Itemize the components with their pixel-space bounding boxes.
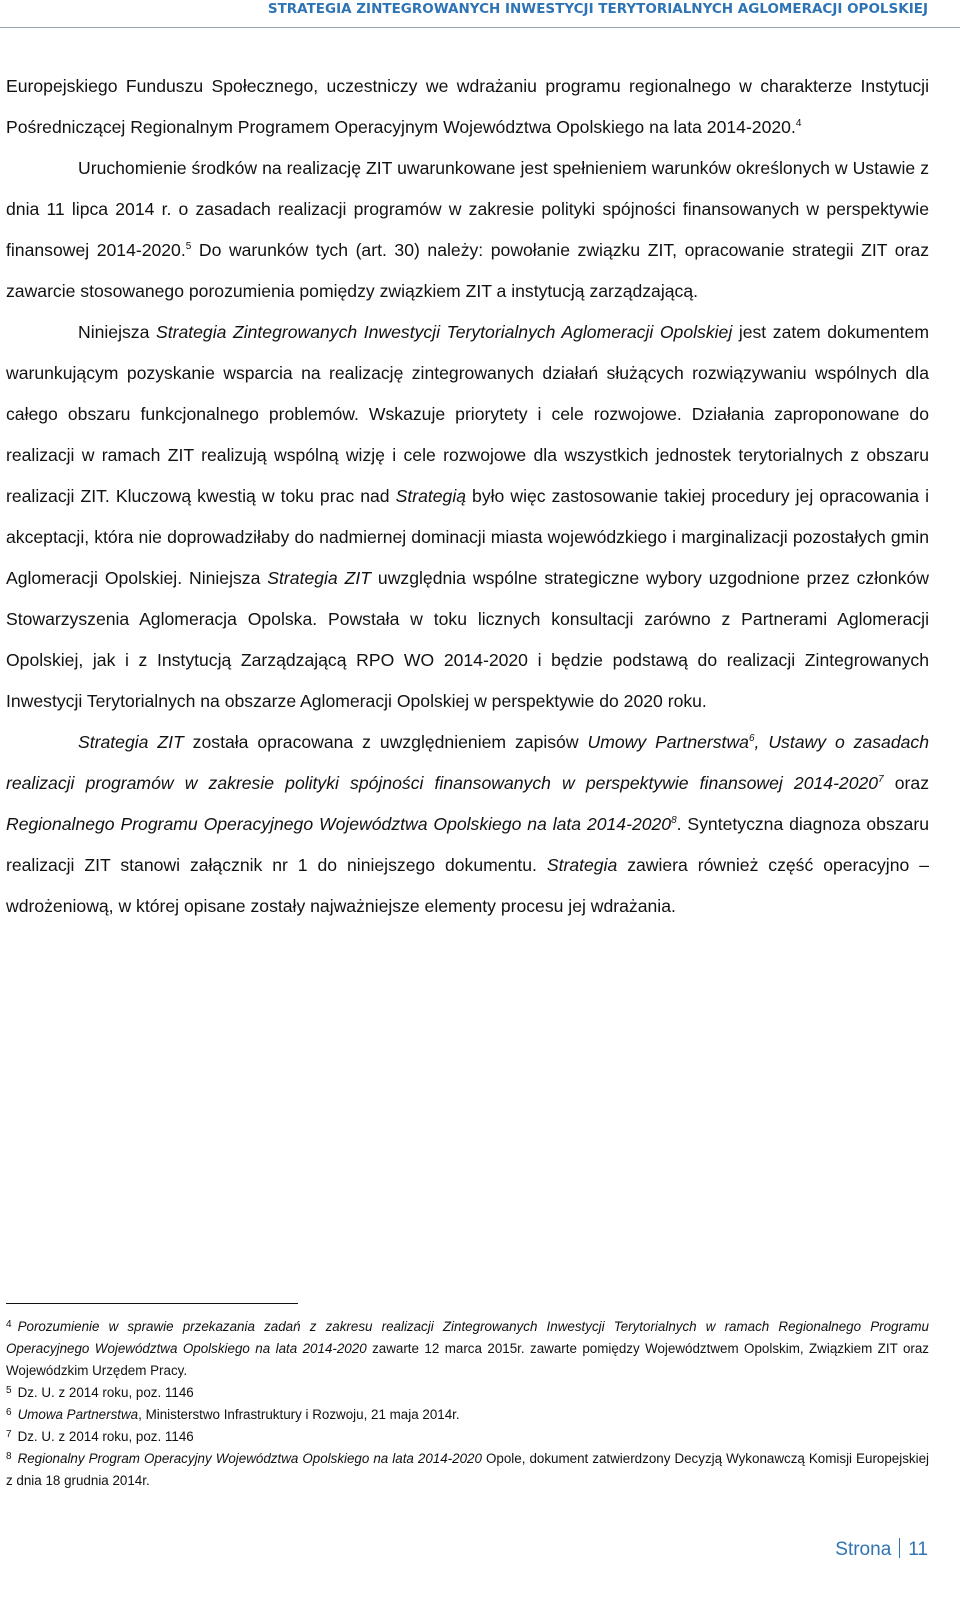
- footnote-7: [6, 1426, 929, 1448]
- paragraph-2: [6, 148, 929, 312]
- footnote-text: zawarte 12 marca 2015r. zawarte pomiędzy Województwem Opolskim, Związkiem ZIT oraz Wojewódzkim Urzędem Pracy.: [6, 1341, 929, 1378]
- paragraph-2-text: Uruchomienie środków na realizację ZIT uwarunkowane jest spełnieniem warunków określonych w Ustawie z dnia 11 lipca 2014 r. o zasadach realizacji programów w zakresie polityki spójności finansowanych w perspektywie finansowej 2014-2020.: [6, 158, 929, 260]
- main-text: [6, 66, 929, 927]
- paragraph-3: [6, 312, 929, 722]
- act-title-italic: , Ustawy o zasadach realizacji programów w zakresie polityki spójności finansowanych w perspektywie finansowej 2014-2020: [6, 732, 929, 793]
- footer-divider: [899, 1538, 900, 1558]
- footnote-ref-7[interactable]: 7: [878, 774, 884, 785]
- footnote-text: Dz. U. z 2014 roku, poz. 1146: [17, 1385, 194, 1400]
- strategy-zit-italic-2: Strategia ZIT: [78, 732, 184, 752]
- running-header: STRATEGIA ZINTEGROWANYCH INWESTYCJI TERYTORIALNYCH AGLOMERACJI OPOLSKIEJ: [267, 1, 928, 17]
- footnote-number: 8: [6, 1451, 12, 1462]
- page-number: 11: [908, 1539, 928, 1560]
- footnote-number: 4: [6, 1319, 12, 1330]
- strategy-italic-2: Strategia: [546, 855, 618, 875]
- paragraph-4-text-4: zawiera również część operacyjno – wdrożeniową, w której opisane zostały najważniejsze elementy procesu jej wdrażania.: [6, 855, 929, 916]
- footnote-ref-8[interactable]: 8: [671, 815, 677, 826]
- footnote-text: , Ministerstwo Infrastruktury i Rozwoju, 21 maja 2014r.: [138, 1407, 460, 1422]
- strategy-italic: Strategią: [395, 486, 467, 506]
- page-label: Strona: [835, 1539, 892, 1560]
- paragraph-4: [6, 722, 929, 927]
- paragraph-3-text-2: jest zatem dokumentem warunkującym pozyskanie wsparcia na realizację zintegrowanych działań służących rozwiązywaniu wspólnych dla całego obszaru funkcjonalnego problemów. Wskazuje priorytety i cele rozwojowe. Działania zaproponowane do realizacji w ramach ZIT realizują wspólną wizję i cele rozwojowe dla wszystkich jednostek terytorialnych z obszaru realizacji ZIT. Kluczową kwestią w toku prac nad: [6, 322, 929, 506]
- footnote-5: [6, 1382, 929, 1404]
- footnote-ref-5[interactable]: 5: [185, 241, 192, 252]
- footnote-number: 7: [6, 1429, 12, 1440]
- strategy-title-italic: Strategia Zintegrowanych Inwestycji Terytorialnych Aglomeracji Opolskiej: [155, 322, 733, 342]
- footnote-italic: Porozumienie w sprawie przekazania zadań z zakresu realizacji Zintegrowanych Inwestycji Terytorialnych w ramach Regionalnego Programu Operacyjnego Województwa Opolskiego na lata 2014-2020: [6, 1319, 929, 1356]
- footnote-6: [6, 1404, 929, 1426]
- paragraph-4-text-3: . Syntetyczna diagnoza obszaru realizacji ZIT stanowi załącznik nr 1 do niniejszego dokumentu.: [6, 814, 929, 875]
- footnote-text: Opole, dokument zatwierdzony Decyzją Wykonawczą Komisji Europejskiej z dnia 18 grudnia 2014r.: [6, 1451, 930, 1488]
- footnote-ref-4[interactable]: 4: [795, 118, 802, 129]
- paragraph-4-text-2: oraz: [883, 773, 929, 793]
- footnote-italic: Regionalny Program Operacyjny Województwa Opolskiego na lata 2014-2020: [17, 1451, 482, 1466]
- footnote-8: [6, 1448, 929, 1492]
- footnote-4: [6, 1316, 929, 1382]
- partnership-agreement-italic: Umowy Partnerstwa: [587, 732, 749, 752]
- footnotes: [6, 1316, 929, 1492]
- paragraph-3-text-3: było więc zastosowanie takiej procedury jej opracowania i akceptacji, która nie doprowadziłaby do nadmiernej dominacji miasta wojewódzkiego i marginalizacji pozostałych gmin Aglomeracji Opolskiej. Niniejsza: [6, 486, 929, 588]
- footnote-separator: [6, 1303, 298, 1304]
- paragraph-1: [6, 66, 929, 148]
- footnote-number: 5: [6, 1385, 12, 1396]
- strategy-zit-italic: Strategia ZIT: [267, 568, 372, 588]
- paragraph-3-text-4: uwzględnia wspólne strategiczne wybory uzgodnione przez członków Stowarzyszenia Aglomeracja Opolska. Powstała w toku licznych konsultacji zarówno z Partnerami Aglomeracji Opolskiej, jak i z Instytucją Zarządzającą RPO WO 2014-2020 i będzie podstawą do realizacji Zintegrowanych Inwestycji Terytorialnych na obszarze Aglomeracji Opolskiej w perspektywie do 2020 roku.: [6, 568, 929, 711]
- header-divider: [0, 27, 960, 28]
- footnote-italic: Umowa Partnerstwa: [17, 1407, 139, 1422]
- paragraph-4-text: została opracowana z uwzględnieniem zapisów: [183, 732, 588, 752]
- rpo-title-italic: Regionalnego Programu Operacyjnego Województwa Opolskiego na lata 2014-2020: [6, 814, 672, 834]
- page-footer: [835, 1538, 928, 1564]
- paragraph-2-text-cont: Do warunków tych (art. 30) należy: powołanie związku ZIT, opracowanie strategii ZIT oraz zawarcie stosowanego porozumienia pomiędzy związkiem ZIT a instytucją zarządzającą.: [6, 240, 929, 301]
- paragraph-1-text: Europejskiego Funduszu Społecznego, uczestniczy we wdrażaniu programu regionalnego w charakterze Instytucji Pośredniczącej Regionalnym Programem Operacyjnym Województwa Opolskiego na lata 2014-2020.: [6, 76, 929, 137]
- footnote-number: 6: [6, 1407, 12, 1418]
- paragraph-3-text: Niniejsza: [78, 322, 156, 342]
- footnote-ref-6[interactable]: 6: [748, 733, 755, 744]
- footnote-text: Dz. U. z 2014 roku, poz. 1146: [17, 1429, 194, 1444]
